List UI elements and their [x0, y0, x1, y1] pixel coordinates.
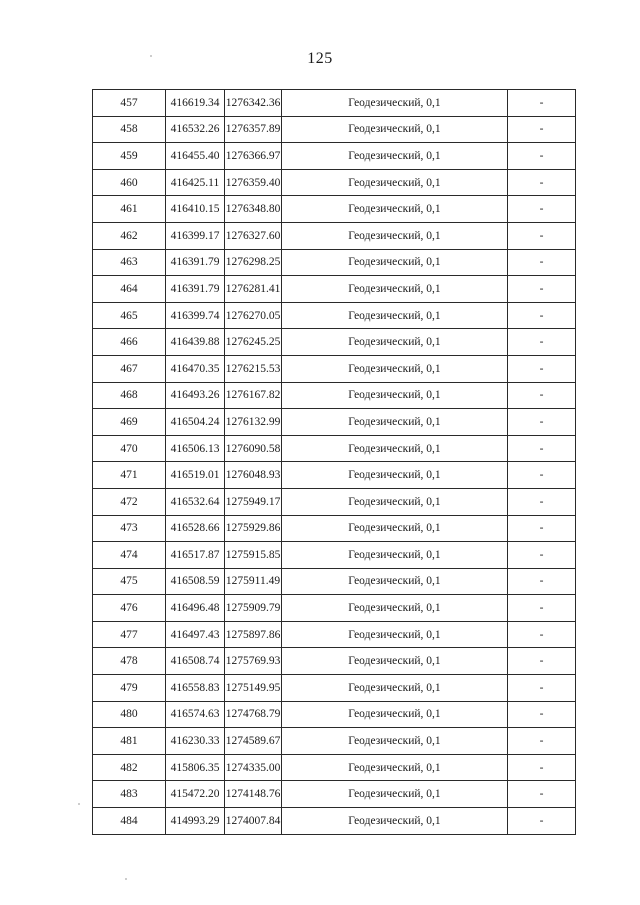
note-cell: -	[508, 435, 576, 462]
x-coordinate-cell: 416399.74	[166, 302, 225, 329]
note-cell: -	[508, 222, 576, 249]
point-number-cell: 482	[93, 754, 166, 781]
table-row	[93, 329, 576, 356]
method-accuracy-cell: Геодезический, 0,1	[282, 808, 508, 835]
table-row	[93, 515, 576, 542]
method-accuracy-cell: Геодезический, 0,1	[282, 90, 508, 117]
y-coordinate-cell: 1276215.53	[225, 355, 282, 382]
table-row	[93, 595, 576, 622]
method-accuracy-cell: Геодезический, 0,1	[282, 515, 508, 542]
note-cell: -	[508, 302, 576, 329]
y-coordinate-cell: 1276342.36	[225, 90, 282, 117]
x-coordinate-cell: 416496.48	[166, 595, 225, 622]
note-cell: -	[508, 382, 576, 409]
point-number-cell: 467	[93, 355, 166, 382]
x-coordinate-cell: 416506.13	[166, 435, 225, 462]
point-number-cell: 459	[93, 143, 166, 170]
method-accuracy-cell: Геодезический, 0,1	[282, 382, 508, 409]
table-row	[93, 90, 576, 117]
point-number-cell: 462	[93, 222, 166, 249]
note-cell: -	[508, 648, 576, 675]
method-accuracy-cell: Геодезический, 0,1	[282, 675, 508, 702]
x-coordinate-cell: 415806.35	[166, 754, 225, 781]
point-number-cell: 479	[93, 675, 166, 702]
method-accuracy-cell: Геодезический, 0,1	[282, 462, 508, 489]
x-coordinate-cell: 416425.11	[166, 169, 225, 196]
coordinates-table-body	[93, 90, 576, 835]
point-number-cell: 466	[93, 329, 166, 356]
y-coordinate-cell: 1276327.60	[225, 222, 282, 249]
method-accuracy-cell: Геодезический, 0,1	[282, 249, 508, 276]
note-cell: -	[508, 116, 576, 143]
note-cell: -	[508, 488, 576, 515]
x-coordinate-cell: 416497.43	[166, 621, 225, 648]
y-coordinate-cell: 1274589.67	[225, 728, 282, 755]
y-coordinate-cell: 1276270.05	[225, 302, 282, 329]
table-row	[93, 728, 576, 755]
note-cell: -	[508, 143, 576, 170]
table-row	[93, 116, 576, 143]
point-number-cell: 464	[93, 276, 166, 303]
method-accuracy-cell: Геодезический, 0,1	[282, 542, 508, 569]
point-number-cell: 484	[93, 808, 166, 835]
method-accuracy-cell: Геодезический, 0,1	[282, 116, 508, 143]
x-coordinate-cell: 416517.87	[166, 542, 225, 569]
x-coordinate-cell: 414993.29	[166, 808, 225, 835]
table-row	[93, 302, 576, 329]
method-accuracy-cell: Геодезический, 0,1	[282, 409, 508, 436]
scan-artifact	[150, 55, 152, 57]
point-number-cell: 463	[93, 249, 166, 276]
x-coordinate-cell: 416493.26	[166, 382, 225, 409]
point-number-cell: 457	[93, 90, 166, 117]
point-number-cell: 476	[93, 595, 166, 622]
method-accuracy-cell: Геодезический, 0,1	[282, 781, 508, 808]
note-cell: -	[508, 728, 576, 755]
table-row	[93, 409, 576, 436]
scan-artifact	[125, 878, 127, 880]
point-number-cell: 465	[93, 302, 166, 329]
method-accuracy-cell: Геодезический, 0,1	[282, 754, 508, 781]
y-coordinate-cell: 1276245.25	[225, 329, 282, 356]
point-number-cell: 475	[93, 568, 166, 595]
table-row	[93, 542, 576, 569]
table-row	[93, 781, 576, 808]
x-coordinate-cell: 416399.17	[166, 222, 225, 249]
table-row	[93, 701, 576, 728]
point-number-cell: 468	[93, 382, 166, 409]
x-coordinate-cell: 416230.33	[166, 728, 225, 755]
method-accuracy-cell: Геодезический, 0,1	[282, 143, 508, 170]
coordinates-table	[92, 89, 576, 835]
method-accuracy-cell: Геодезический, 0,1	[282, 435, 508, 462]
y-coordinate-cell: 1274768.79	[225, 701, 282, 728]
method-accuracy-cell: Геодезический, 0,1	[282, 488, 508, 515]
y-coordinate-cell: 1276366.97	[225, 143, 282, 170]
page-number: 125	[307, 50, 333, 67]
point-number-cell: 469	[93, 409, 166, 436]
table-row	[93, 754, 576, 781]
y-coordinate-cell: 1275915.85	[225, 542, 282, 569]
table-row	[93, 355, 576, 382]
table-row	[93, 488, 576, 515]
note-cell: -	[508, 675, 576, 702]
x-coordinate-cell: 416410.15	[166, 196, 225, 223]
note-cell: -	[508, 515, 576, 542]
note-cell: -	[508, 781, 576, 808]
y-coordinate-cell: 1276167.82	[225, 382, 282, 409]
method-accuracy-cell: Геодезический, 0,1	[282, 568, 508, 595]
method-accuracy-cell: Геодезический, 0,1	[282, 196, 508, 223]
scan-artifact	[78, 803, 80, 805]
x-coordinate-cell: 416470.35	[166, 355, 225, 382]
point-number-cell: 472	[93, 488, 166, 515]
y-coordinate-cell: 1275949.17	[225, 488, 282, 515]
table-row	[93, 382, 576, 409]
method-accuracy-cell: Геодезический, 0,1	[282, 302, 508, 329]
point-number-cell: 474	[93, 542, 166, 569]
y-coordinate-cell: 1276281.41	[225, 276, 282, 303]
note-cell: -	[508, 276, 576, 303]
y-coordinate-cell: 1276132.99	[225, 409, 282, 436]
method-accuracy-cell: Геодезический, 0,1	[282, 276, 508, 303]
x-coordinate-cell: 416532.26	[166, 116, 225, 143]
y-coordinate-cell: 1275929.86	[225, 515, 282, 542]
method-accuracy-cell: Геодезический, 0,1	[282, 648, 508, 675]
note-cell: -	[508, 808, 576, 835]
point-number-cell: 471	[93, 462, 166, 489]
x-coordinate-cell: 416439.88	[166, 329, 225, 356]
point-number-cell: 483	[93, 781, 166, 808]
y-coordinate-cell: 1275911.49	[225, 568, 282, 595]
method-accuracy-cell: Геодезический, 0,1	[282, 728, 508, 755]
y-coordinate-cell: 1275769.93	[225, 648, 282, 675]
table-row	[93, 143, 576, 170]
point-number-cell: 461	[93, 196, 166, 223]
table-row	[93, 249, 576, 276]
y-coordinate-cell: 1276048.93	[225, 462, 282, 489]
table-row	[93, 276, 576, 303]
x-coordinate-cell: 416504.24	[166, 409, 225, 436]
table-row	[93, 675, 576, 702]
point-number-cell: 478	[93, 648, 166, 675]
table-row	[93, 808, 576, 835]
y-coordinate-cell: 1275149.95	[225, 675, 282, 702]
point-number-cell: 458	[93, 116, 166, 143]
x-coordinate-cell: 416455.40	[166, 143, 225, 170]
table-row	[93, 462, 576, 489]
note-cell: -	[508, 701, 576, 728]
table-row	[93, 648, 576, 675]
x-coordinate-cell: 416519.01	[166, 462, 225, 489]
y-coordinate-cell: 1276359.40	[225, 169, 282, 196]
method-accuracy-cell: Геодезический, 0,1	[282, 621, 508, 648]
y-coordinate-cell: 1274007.84	[225, 808, 282, 835]
point-number-cell: 480	[93, 701, 166, 728]
x-coordinate-cell: 416391.79	[166, 249, 225, 276]
point-number-cell: 477	[93, 621, 166, 648]
y-coordinate-cell: 1276090.58	[225, 435, 282, 462]
y-coordinate-cell: 1275897.86	[225, 621, 282, 648]
point-number-cell: 481	[93, 728, 166, 755]
x-coordinate-cell: 416619.34	[166, 90, 225, 117]
method-accuracy-cell: Геодезический, 0,1	[282, 329, 508, 356]
note-cell: -	[508, 329, 576, 356]
table-row	[93, 169, 576, 196]
note-cell: -	[508, 754, 576, 781]
x-coordinate-cell: 416391.79	[166, 276, 225, 303]
method-accuracy-cell: Геодезический, 0,1	[282, 701, 508, 728]
x-coordinate-cell: 416508.74	[166, 648, 225, 675]
y-coordinate-cell: 1276357.89	[225, 116, 282, 143]
method-accuracy-cell: Геодезический, 0,1	[282, 222, 508, 249]
y-coordinate-cell: 1276348.80	[225, 196, 282, 223]
x-coordinate-cell: 415472.20	[166, 781, 225, 808]
x-coordinate-cell: 416528.66	[166, 515, 225, 542]
x-coordinate-cell: 416532.64	[166, 488, 225, 515]
x-coordinate-cell: 416558.83	[166, 675, 225, 702]
note-cell: -	[508, 355, 576, 382]
x-coordinate-cell: 416574.63	[166, 701, 225, 728]
y-coordinate-cell: 1275909.79	[225, 595, 282, 622]
method-accuracy-cell: Геодезический, 0,1	[282, 595, 508, 622]
note-cell: -	[508, 621, 576, 648]
table-row	[93, 568, 576, 595]
table-row	[93, 222, 576, 249]
note-cell: -	[508, 568, 576, 595]
note-cell: -	[508, 169, 576, 196]
point-number-cell: 473	[93, 515, 166, 542]
note-cell: -	[508, 462, 576, 489]
y-coordinate-cell: 1274148.76	[225, 781, 282, 808]
table-row	[93, 196, 576, 223]
point-number-cell: 460	[93, 169, 166, 196]
table-row	[93, 621, 576, 648]
note-cell: -	[508, 595, 576, 622]
note-cell: -	[508, 409, 576, 436]
note-cell: -	[508, 542, 576, 569]
y-coordinate-cell: 1274335.00	[225, 754, 282, 781]
point-number-cell: 470	[93, 435, 166, 462]
x-coordinate-cell: 416508.59	[166, 568, 225, 595]
table-row	[93, 435, 576, 462]
y-coordinate-cell: 1276298.25	[225, 249, 282, 276]
note-cell: -	[508, 196, 576, 223]
method-accuracy-cell: Геодезический, 0,1	[282, 355, 508, 382]
note-cell: -	[508, 249, 576, 276]
method-accuracy-cell: Геодезический, 0,1	[282, 169, 508, 196]
note-cell: -	[508, 90, 576, 117]
